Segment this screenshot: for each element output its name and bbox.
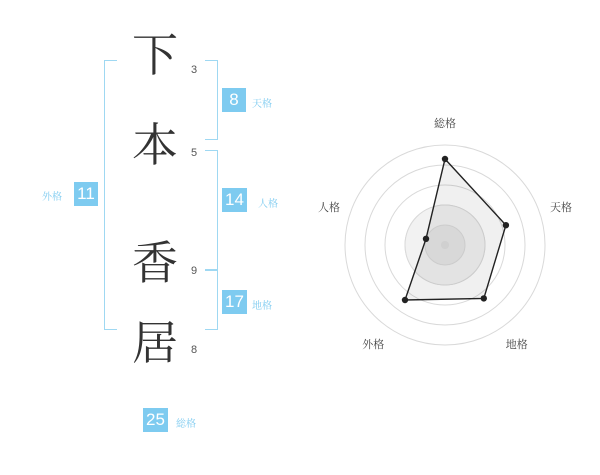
kaku-radar-chart — [300, 0, 600, 470]
kaku-label-gaikaku: 外格 — [42, 192, 62, 203]
stroke-count-4: 8 — [191, 344, 198, 356]
radar-axis-label-0: 総格 — [434, 118, 456, 130]
kanji-char-1: 下 — [132, 28, 178, 82]
kaku-label-jinkaku: 人格 — [258, 199, 278, 210]
jinkaku-bracket — [205, 150, 218, 270]
kanji-char-3: 香 — [132, 236, 178, 290]
radar-chart-svg — [300, 0, 600, 470]
tenkaku-bracket — [205, 60, 218, 140]
kaku-label-tenkaku: 天格 — [252, 99, 272, 110]
radar-axis-label-3: 外格 — [362, 338, 385, 351]
name-stroke-panel — [0, 0, 300, 470]
kaku-badge-chikaku: 17 — [222, 290, 247, 314]
stroke-count-2: 5 — [191, 147, 198, 159]
kaku-label-soukaku: 総格 — [176, 419, 196, 430]
kaku-badge-jinkaku: 14 — [222, 188, 247, 212]
kaku-label-chikaku: 地格 — [252, 301, 272, 312]
gaikaku-bracket — [104, 60, 117, 330]
radar-axis-label-4: 人格 — [317, 202, 340, 215]
stroke-count-3: 9 — [191, 265, 198, 277]
stroke-count-1: 3 — [191, 64, 198, 76]
kanji-char-4: 居 — [132, 316, 178, 370]
radar-axis-label-1: 天格 — [550, 202, 573, 215]
kaku-badge-soukaku: 25 — [143, 408, 168, 432]
kaku-badge-gaikaku: 11 — [74, 182, 98, 206]
chikaku-bracket — [205, 270, 218, 330]
kaku-badge-tenkaku: 8 — [222, 88, 246, 112]
kanji-char-2: 本 — [132, 118, 178, 172]
radar-axis-label-2: 地格 — [505, 338, 528, 351]
